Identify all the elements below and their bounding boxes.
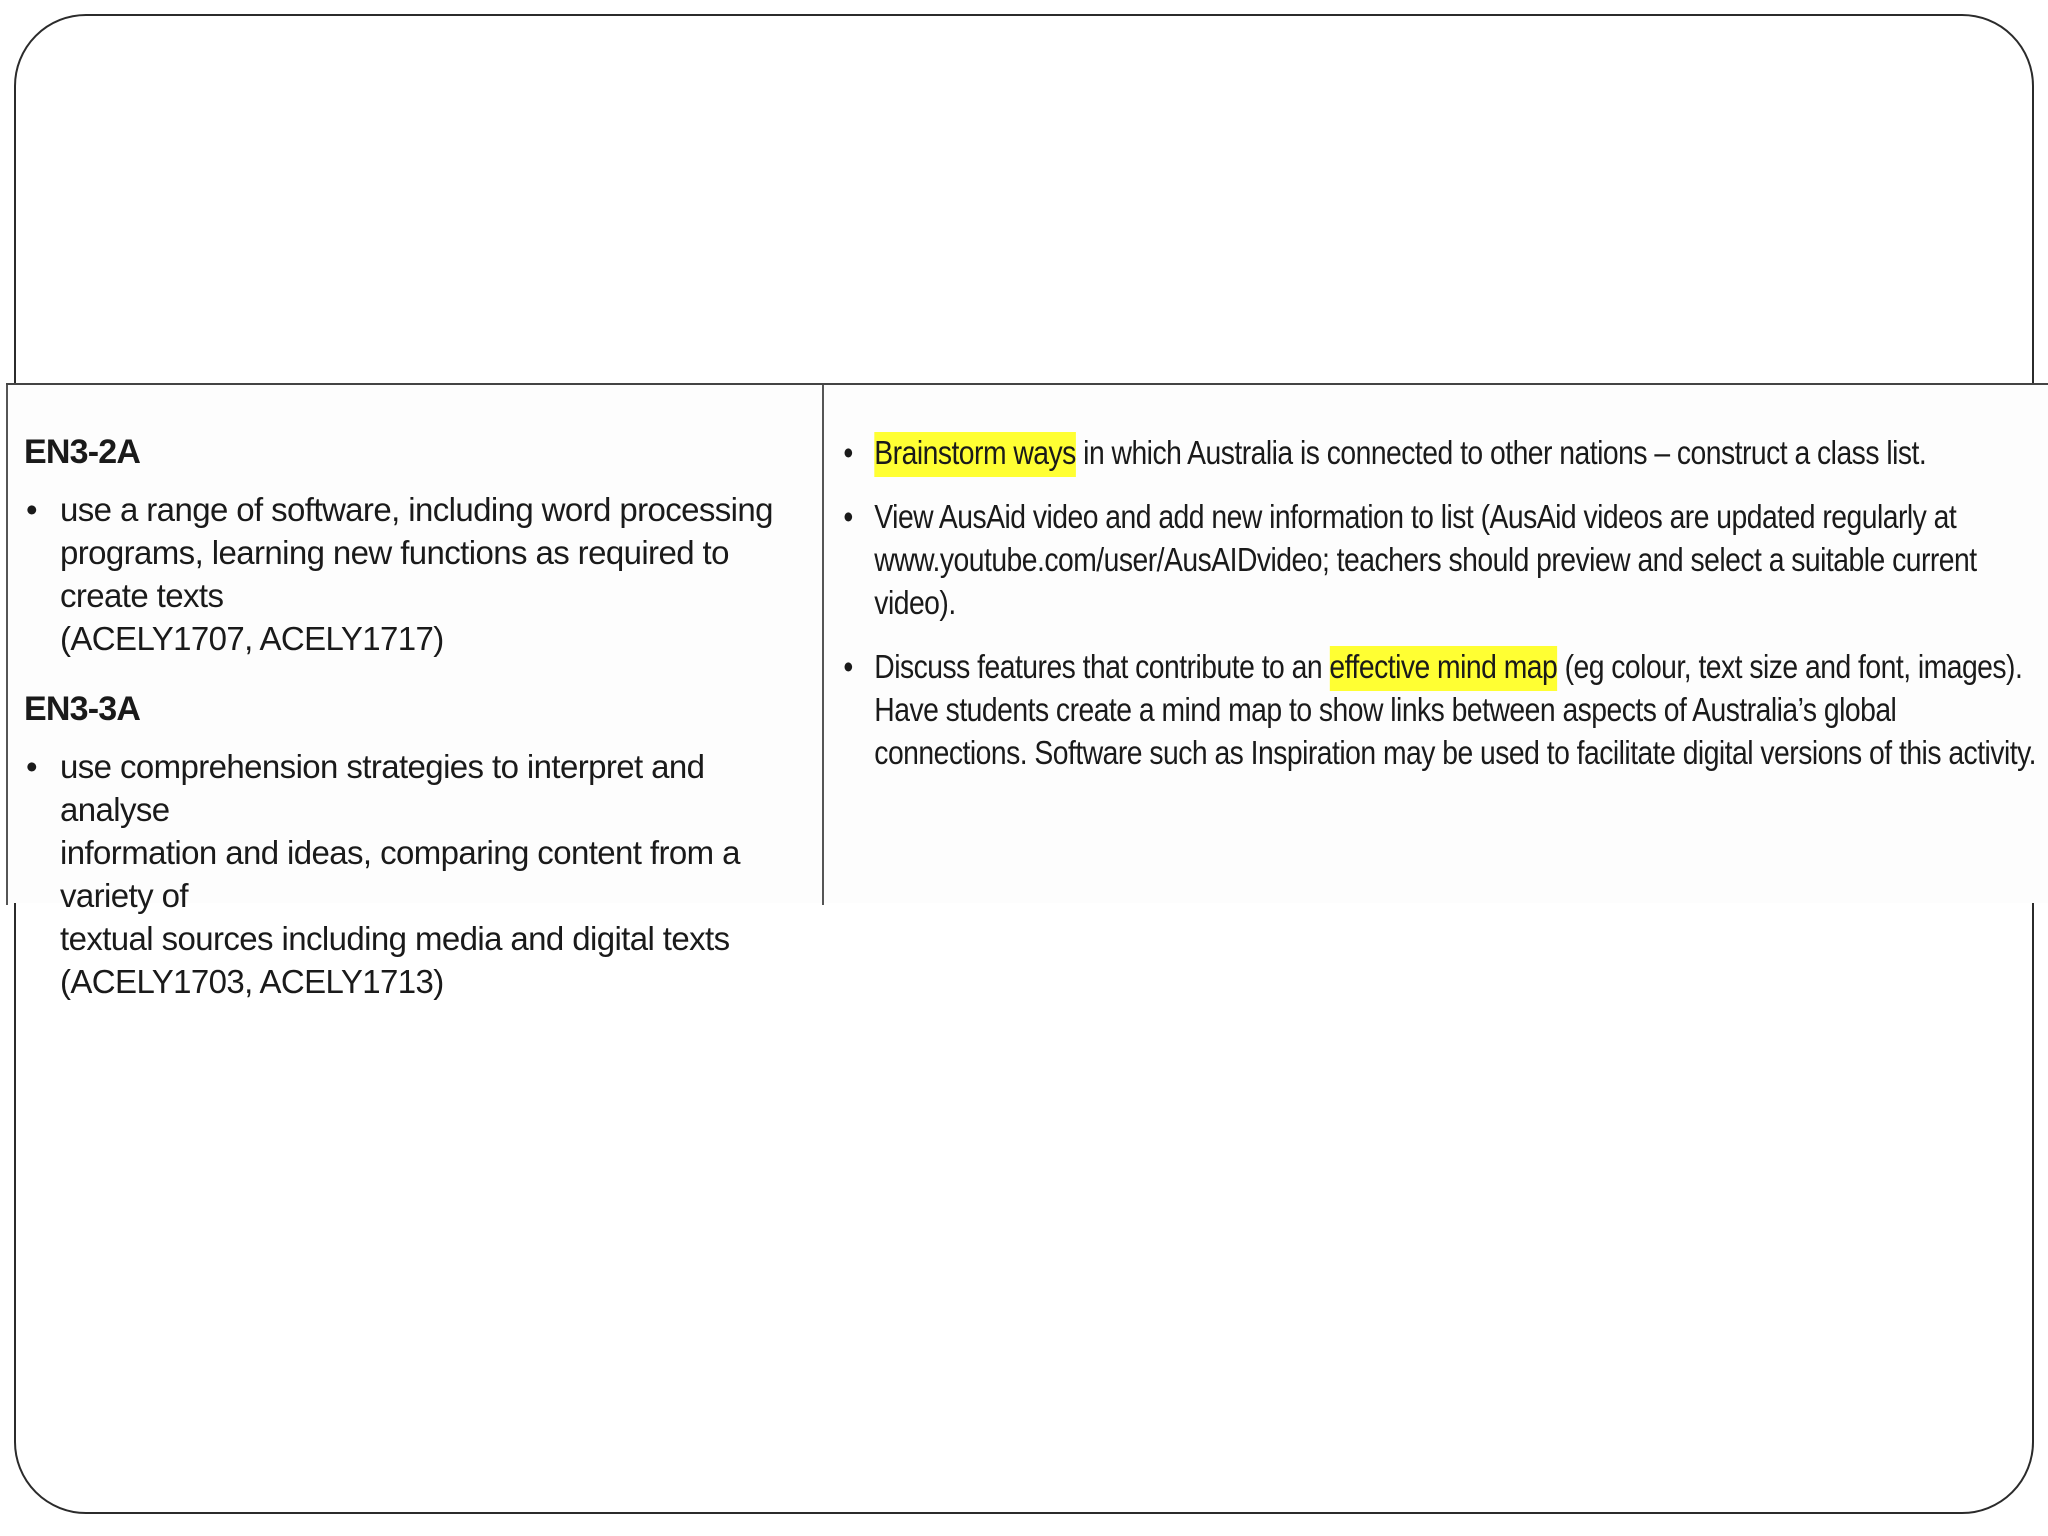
highlighted-text: Brainstorm ways bbox=[874, 432, 1076, 477]
outcomes-activities-table bbox=[6, 383, 2048, 1000]
activity-text-line bbox=[874, 645, 2023, 688]
activity-text-line: connections. Software such as Inspiration may be used to facilitate digital versions of this activity. bbox=[874, 734, 2036, 771]
outcome-text-line: information and ideas, comparing content from a variety of bbox=[60, 834, 740, 914]
activity-text-line: View AusAid video and add new information to list (AusAid videos are updated regularly at bbox=[874, 498, 1957, 535]
outcome-code: EN3-3A bbox=[24, 690, 141, 728]
activity-text-line bbox=[874, 431, 1927, 474]
table-left-border bbox=[6, 385, 8, 905]
outcome-bullet bbox=[24, 488, 814, 660]
bullet-icon: • bbox=[26, 748, 37, 785]
activity-text: (eg colour, text size and font, images). bbox=[1557, 648, 2023, 685]
outcome-text-line: textual sources including media and digital texts bbox=[60, 920, 730, 957]
activity-text-line: Have students create a mind map to show links between aspects of Australia’s global bbox=[874, 691, 1897, 728]
activity-item-brainstorm bbox=[840, 431, 1927, 474]
activity-text-line: www.youtube.com/user/AusAIDvideo; teachers should preview and select a suitable current bbox=[874, 541, 1977, 578]
bullet-icon: • bbox=[26, 491, 37, 528]
activity-text: Discuss features that contribute to an bbox=[874, 648, 1330, 685]
activities-column bbox=[840, 385, 2036, 905]
activity-text: in which Australia is connected to other nations – construct a class list. bbox=[1075, 434, 1927, 471]
bullet-icon: • bbox=[843, 498, 853, 535]
activity-item-mind-map bbox=[840, 645, 2036, 774]
outcome-text-line: use comprehension strategies to interpret and analyse bbox=[60, 748, 705, 828]
outcomes-column bbox=[24, 385, 814, 1000]
bullet-icon: • bbox=[843, 648, 853, 685]
bullet-icon: • bbox=[843, 434, 853, 471]
activity-item-ausaid-video bbox=[840, 495, 1977, 624]
outcome-block-en3-2a bbox=[24, 431, 814, 660]
activity-text-line: video). bbox=[874, 584, 956, 621]
outcome-bullet bbox=[24, 745, 814, 1003]
outcome-text-line: programs, learning new functions as required to create texts bbox=[60, 534, 729, 614]
outcome-text-line: use a range of software, including word processing bbox=[60, 491, 773, 528]
column-divider bbox=[822, 385, 824, 905]
outcome-text-line: (ACELY1707, ACELY1717) bbox=[60, 620, 444, 657]
outcome-block-en3-3a bbox=[24, 688, 814, 1003]
outcome-text-line: (ACELY1703, ACELY1713) bbox=[60, 963, 444, 1000]
outcome-code: EN3-2A bbox=[24, 433, 141, 471]
highlighted-text: effective mind map bbox=[1329, 646, 1557, 691]
